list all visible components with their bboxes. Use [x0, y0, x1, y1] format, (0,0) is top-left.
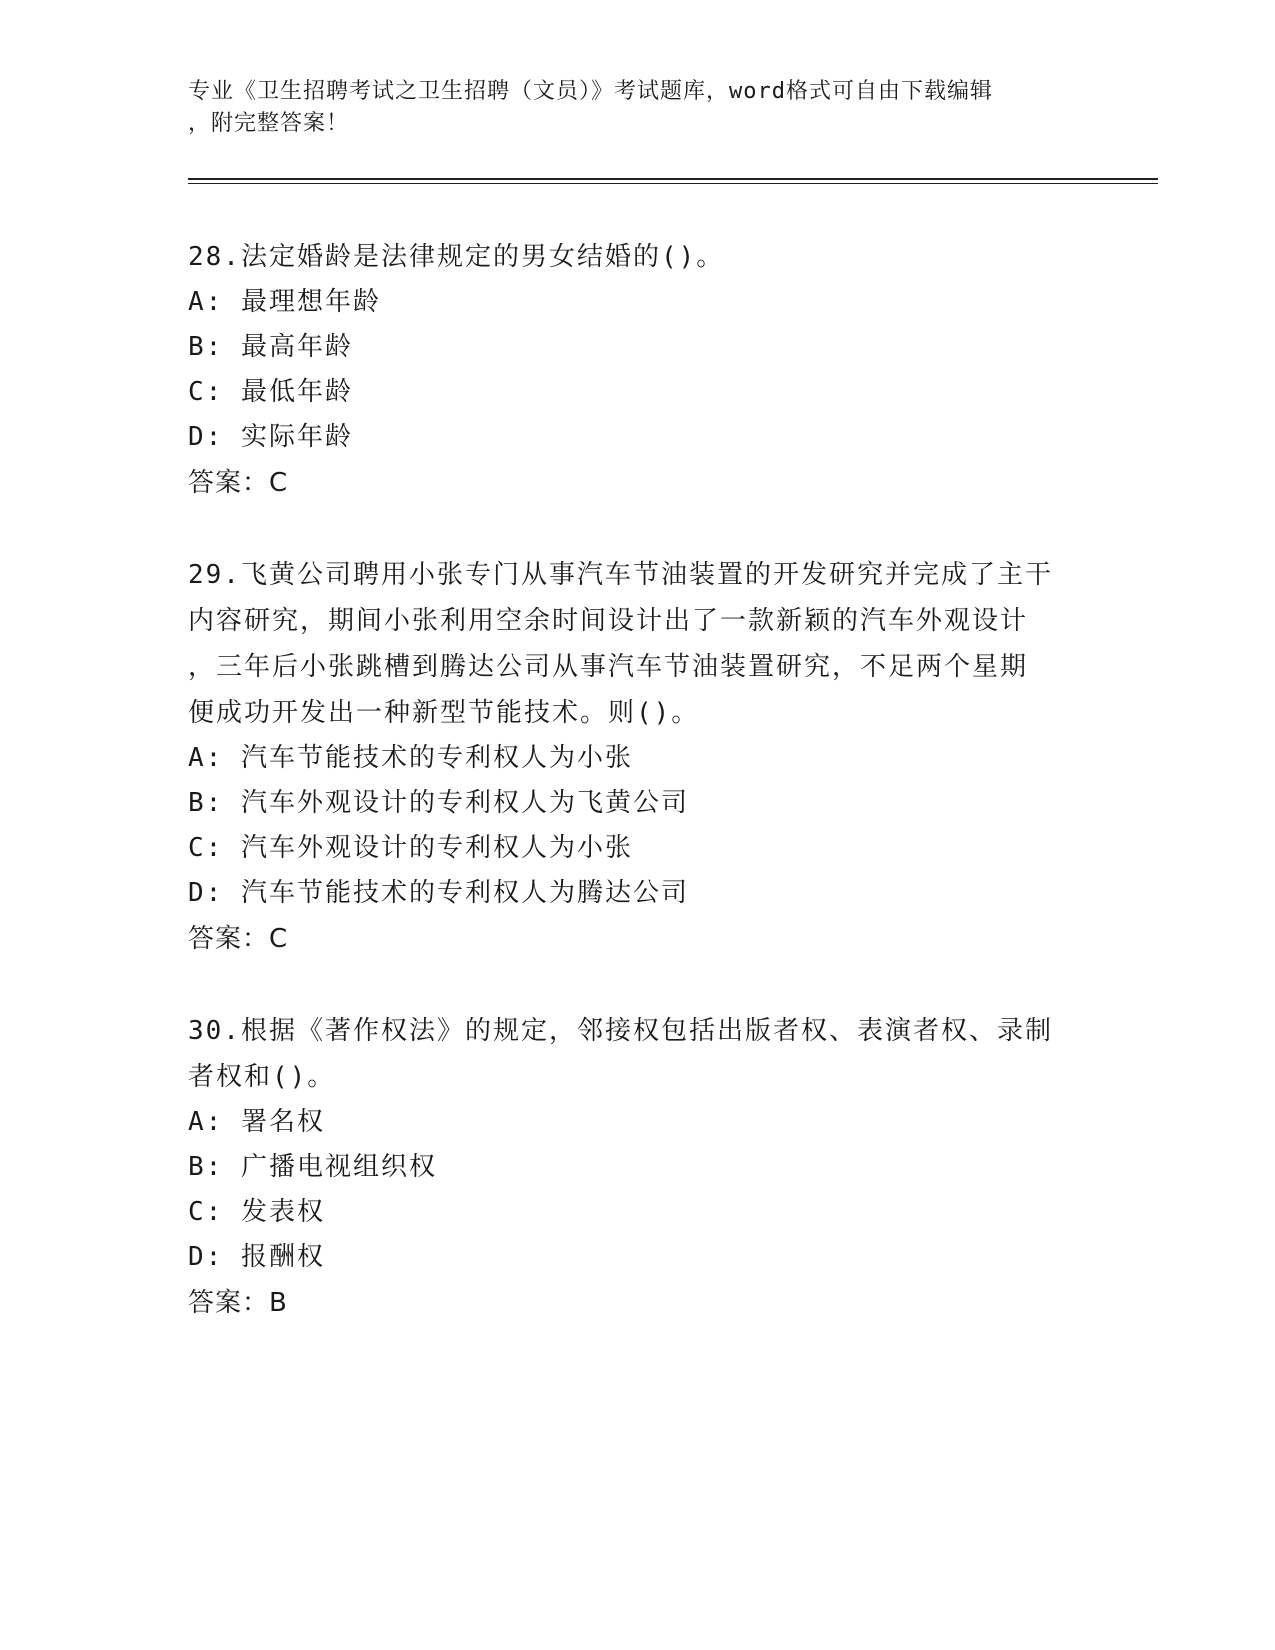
answer: 答案：C [188, 468, 289, 498]
question-line: 者权和()。 [188, 1062, 336, 1092]
option-b: B: 最高年龄 [188, 332, 353, 362]
question-30 [188, 1008, 1088, 1326]
question-line: 30.根据《著作权法》的规定，邻接权包括出版者权、表演者权、录制 [188, 1016, 1053, 1046]
answer: 答案：C [188, 924, 289, 954]
question-text [188, 234, 1088, 280]
header-divider-top [188, 178, 1158, 180]
question-line: ，三年后小张跳槽到腾达公司从事汽车节油装置研究，不足两个星期 [188, 652, 1029, 682]
question-28 [188, 234, 1088, 506]
header-divider-bottom [188, 183, 1158, 184]
question-line: 29.飞黄公司聘用小张专门从事汽车节油装置的开发研究并完成了主干 [188, 560, 1053, 590]
option-a: A: 署名权 [188, 1107, 325, 1137]
question-29 [188, 552, 1088, 962]
header-line-1: 专业《卫生招聘考试之卫生招聘（文员）》考试题库，word格式可自由下载编辑 [188, 79, 993, 104]
option-c: C: 发表权 [188, 1197, 325, 1227]
header-line-2: ，附完整答案！ [188, 111, 350, 136]
question-line: 28.法定婚龄是法律规定的男女结婚的()。 [188, 242, 725, 272]
question-line: 内容研究，期间小张利用空余时间设计出了一款新颖的汽车外观设计 [188, 606, 1029, 636]
option-a: A: 最理想年龄 [188, 287, 381, 317]
question-text [188, 552, 1088, 736]
question-text [188, 1008, 1088, 1100]
question-list [188, 234, 1088, 1372]
option-b: B: 广播电视组织权 [188, 1152, 437, 1182]
document-header [188, 76, 1088, 140]
option-d: D: 实际年龄 [188, 422, 353, 452]
option-c: C: 最低年龄 [188, 377, 353, 407]
option-d: D: 报酬权 [188, 1242, 325, 1272]
option-b: B: 汽车外观设计的专利权人为飞黄公司 [188, 788, 689, 818]
option-a: A: 汽车节能技术的专利权人为小张 [188, 743, 633, 773]
option-c: C: 汽车外观设计的专利权人为小张 [188, 833, 633, 863]
question-line: 便成功开发出一种新型节能技术。则()。 [188, 698, 700, 728]
option-d: D: 汽车节能技术的专利权人为腾达公司 [188, 878, 689, 908]
answer: 答案：B [188, 1288, 288, 1318]
